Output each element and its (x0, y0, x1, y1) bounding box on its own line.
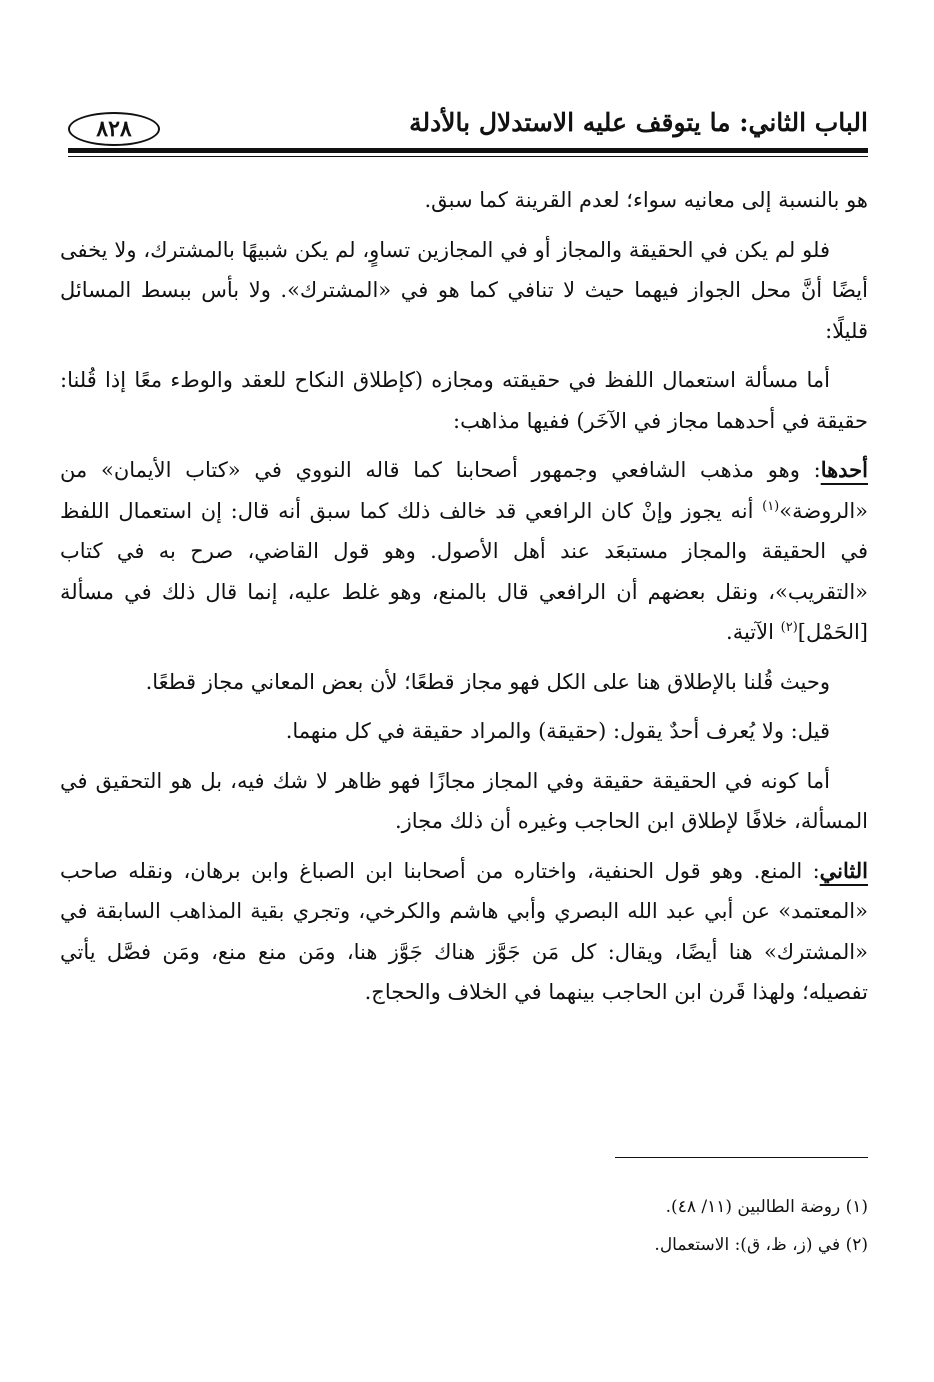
paragraph-8-part-a: : المنع. وهو قول الحنفية، واختاره من أصحابنا ابن الصباغ وابن برهان، ونقله صاحب «المعتمد» عن أبي عبد الله البصري وأبي هاشم والكرخي، وتجري بقية المذاهب السابقة في «المشترك» هنا أيضًا، ويقال: كل مَن جَوَّز هناك جَوَّز هنا، ومَن منع منع، ومَن فصَّل يأتي تفصيله؛ ولهذا قَرن ابن الحاجب بينهما في الخلاف والحجاج. (60, 858, 868, 1004)
paragraph-8 (60, 851, 868, 1013)
footnote-divider (615, 1157, 868, 1158)
paragraph-4 (60, 450, 868, 653)
paragraph-7: أما كونه في الحقيقة حقيقة وفي المجاز مجازًا فهو ظاهر لا شك فيه، بل هو التحقيق في المسألة، خلافًا لإطلاق ابن الحاجب وغيره أن ذلك مجاز. (60, 768, 868, 833)
paragraph-1: هو بالنسبة إلى معانيه سواء؛ لعدم القرينة كما سبق. (424, 188, 868, 212)
body-text (60, 180, 868, 1022)
paragraph-2: فلو لم يكن في الحقيقة والمجاز أو في المجازين تساوٍ، لم يكن شبيهًا بالمشترك، ولا يخفى أيضًا أنَّ محل الجواز فيهما حيث لا تنافي كما هو في «المشترك». ولا بأس ببسط المسائل قليلًا: (60, 237, 868, 343)
paragraph-4-part-a: : وهو مذهب الشافعي وجمهور أصحابنا كما قاله النووي في «كتاب الأيمان» من «الروضة» (60, 458, 868, 523)
lead-word-second: الثاني (819, 857, 868, 883)
lead-word-first: أحدها (820, 457, 868, 482)
page-number: ٨٢٨ (96, 116, 132, 142)
header-rule-thin (68, 156, 868, 157)
paragraph-4-part-c: الآتية. (726, 620, 781, 644)
paragraph-6: قيل: ولا يُعرف أحدٌ يقول: (حقيقة) والمراد حقيقة في كل منهما. (285, 719, 830, 743)
footnotes (60, 1190, 868, 1266)
footnote-1: (١) روضة الطالبين (١١/ ٤٨). (665, 1197, 868, 1217)
paragraph-3: أما مسألة استعمال اللفظ في حقيقته ومجازه (كإطلاق النكاح للعقد والوطء معًا إذا قُلنا: حقيقة في أحدهما مجاز في الآخَر) ففيها مذاهب: (60, 368, 868, 433)
header-rule-thick (68, 148, 868, 153)
paragraph-4-part-b: أنه يجوز وإنْ كان الرافعي قد خالف ذلك كما سبق أنه قال: إن استعمال اللفظ في الحقيقة والمجاز مستبعَد عند أهل الأصول. وهو قول القاضي، صرح به في كتاب «التقريب»، ونقل بعضهم أن الرافعي قال بالمنع، وهو غلط عليه، إنما قال ذلك في مسألة [الحَمْل] (60, 498, 869, 644)
page-number-badge (68, 112, 160, 146)
paragraph-5: وحيث قُلنا بالإطلاق هنا على الكل فهو مجاز قطعًا؛ لأن بعض المعاني مجاز قطعًا. (145, 669, 830, 694)
page-header (68, 98, 868, 146)
running-title: الباب الثاني: ما يتوقف عليه الاستدلال بالأدلة (409, 108, 868, 137)
footnote-ref-1[interactable]: (١) (762, 498, 780, 514)
footnote-ref-2[interactable]: (٢) (780, 620, 798, 635)
footnote-2: (٢) في (ز، ظ، ق): الاستعمال. (654, 1235, 868, 1255)
